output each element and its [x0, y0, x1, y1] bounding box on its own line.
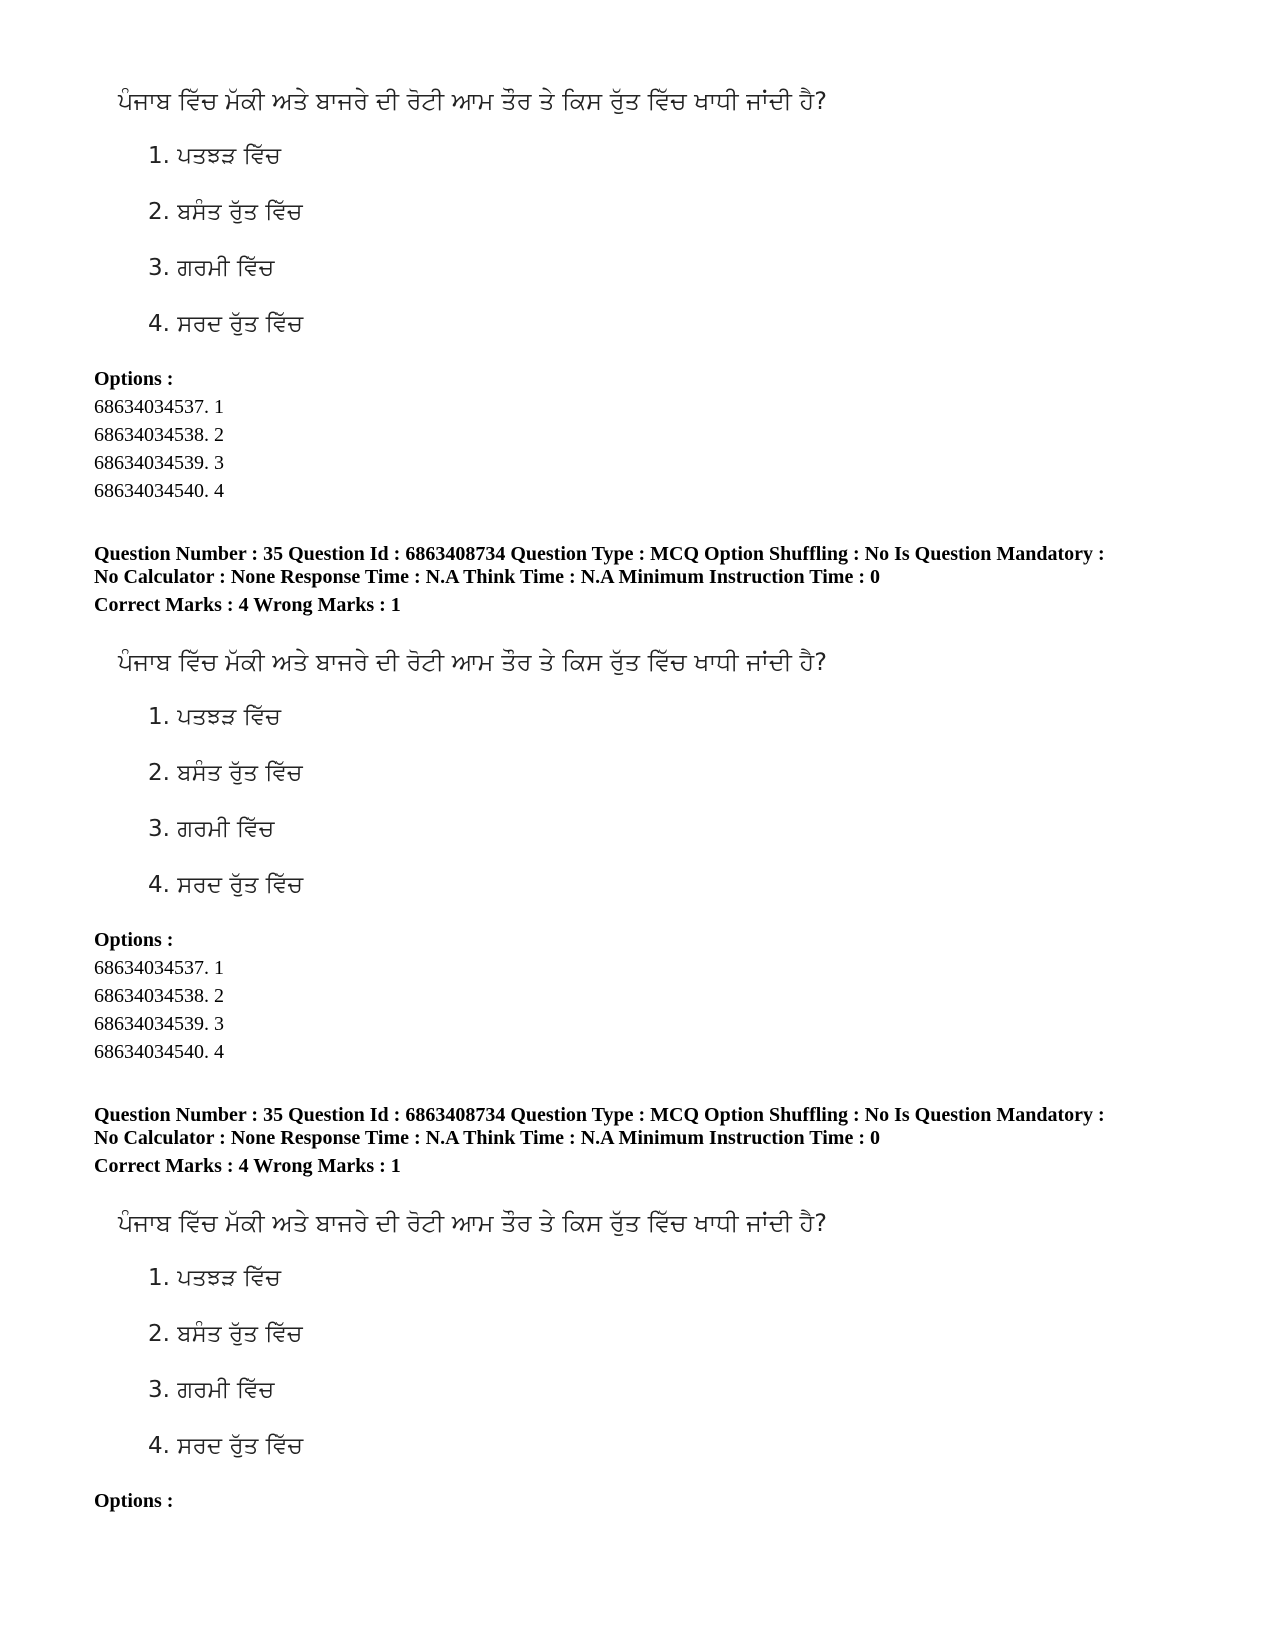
choice-item: 3. ਗਰਮੀ ਵਿੱਚ	[148, 816, 275, 842]
choice-item: 1. ਪਤਝੜ ਵਿੱਚ	[148, 143, 281, 169]
choice-item: 4. ਸਰਦ ਰੁੱਤ ਵਿੱਚ	[148, 311, 303, 337]
question-text: ਪੰਜਾਬ ਵਿੱਚ ਮੱਕੀ ਅਤੇ ਬਾਜਰੇ ਦੀ ਰੋਟੀ ਆਮ ਤੌਰ ਤੇ ਕਿਸ ਰੁੱਤ ਵਿੱਚ ਖਾਧੀ ਜਾਂਦੀ ਹੈ?	[118, 648, 827, 676]
choice-item: 2. ਬਸੰਤ ਰੁੱਤ ਵਿੱਚ	[148, 760, 303, 786]
options-label: Options :	[94, 1490, 174, 1512]
question-meta-line-2: No Calculator : None Response Time : N.A Think Time : N.A Minimum Instruction Time : 0	[94, 1127, 880, 1149]
option-line: 68634034539. 3	[94, 452, 224, 474]
option-line: 68634034537. 1	[94, 957, 224, 979]
question-marks: Correct Marks : 4 Wrong Marks : 1	[94, 594, 401, 616]
option-line: 68634034537. 1	[94, 396, 224, 418]
choice-item: 2. ਬਸੰਤ ਰੁੱਤ ਵਿੱਚ	[148, 199, 303, 225]
question-marks: Correct Marks : 4 Wrong Marks : 1	[94, 1155, 401, 1177]
question-text: ਪੰਜਾਬ ਵਿੱਚ ਮੱਕੀ ਅਤੇ ਬਾਜਰੇ ਦੀ ਰੋਟੀ ਆਮ ਤੌਰ ਤੇ ਕਿਸ ਰੁੱਤ ਵਿੱਚ ਖਾਧੀ ਜਾਂਦੀ ਹੈ?	[118, 1209, 827, 1237]
choice-item: 1. ਪਤਝੜ ਵਿੱਚ	[148, 1265, 281, 1291]
question-meta-line-1: Question Number : 35 Question Id : 6863408734 Question Type : MCQ Option Shuffling : No Is Question Mandatory :	[94, 1104, 1105, 1126]
choice-item: 1. ਪਤਝੜ ਵਿੱਚ	[148, 704, 281, 730]
choice-item: 3. ਗਰਮੀ ਵਿੱਚ	[148, 255, 275, 281]
option-line: 68634034540. 4	[94, 480, 224, 502]
option-line: 68634034538. 2	[94, 424, 224, 446]
choice-item: 4. ਸਰਦ ਰੁੱਤ ਵਿੱਚ	[148, 1433, 303, 1459]
options-label: Options :	[94, 368, 174, 390]
choice-item: 3. ਗਰਮੀ ਵਿੱਚ	[148, 1377, 275, 1403]
option-line: 68634034539. 3	[94, 1013, 224, 1035]
options-label: Options :	[94, 929, 174, 951]
question-text: ਪੰਜਾਬ ਵਿੱਚ ਮੱਕੀ ਅਤੇ ਬਾਜਰੇ ਦੀ ਰੋਟੀ ਆਮ ਤੌਰ ਤੇ ਕਿਸ ਰੁੱਤ ਵਿੱਚ ਖਾਧੀ ਜਾਂਦੀ ਹੈ?	[118, 87, 827, 115]
option-line: 68634034540. 4	[94, 1041, 224, 1063]
question-meta-line-1: Question Number : 35 Question Id : 6863408734 Question Type : MCQ Option Shuffling : No Is Question Mandatory :	[94, 543, 1105, 565]
choice-item: 4. ਸਰਦ ਰੁੱਤ ਵਿੱਚ	[148, 872, 303, 898]
choice-item: 2. ਬਸੰਤ ਰੁੱਤ ਵਿੱਚ	[148, 1321, 303, 1347]
question-meta-line-2: No Calculator : None Response Time : N.A Think Time : N.A Minimum Instruction Time : 0	[94, 566, 880, 588]
option-line: 68634034538. 2	[94, 985, 224, 1007]
